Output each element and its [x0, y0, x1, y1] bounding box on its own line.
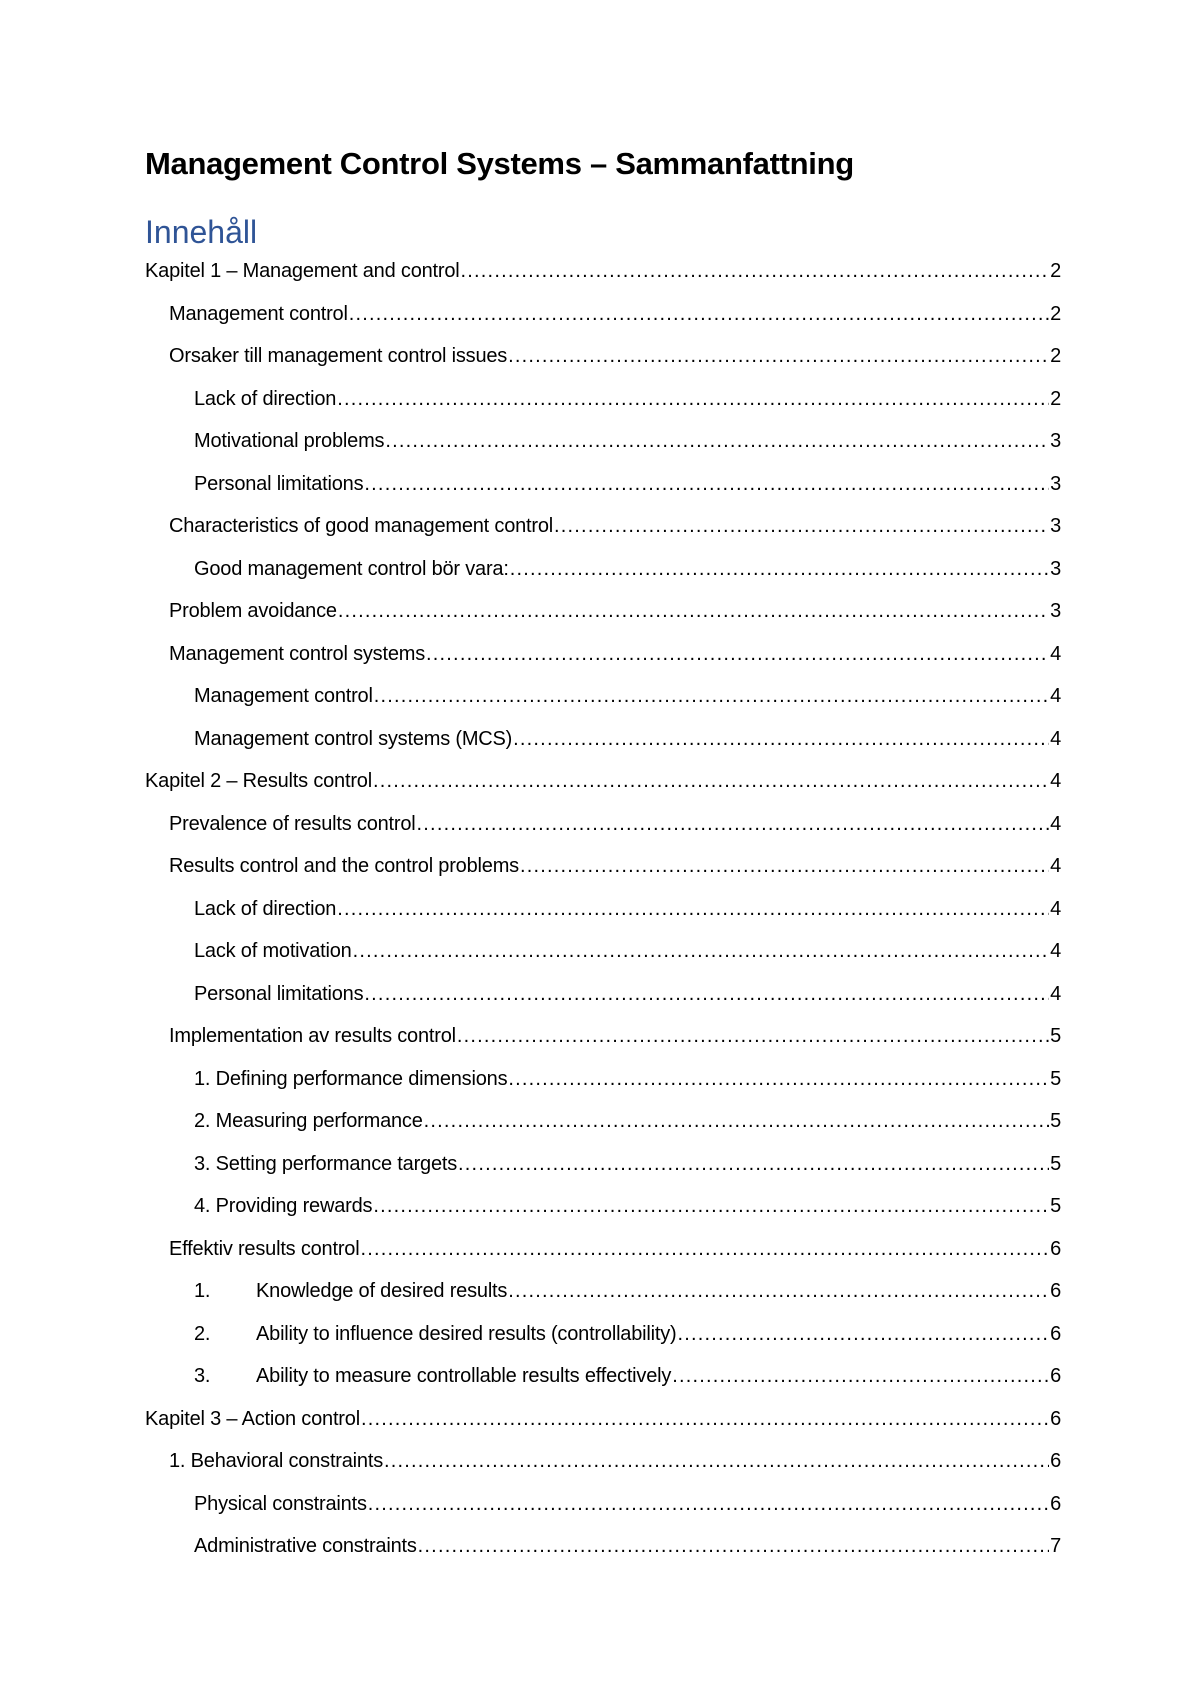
toc-dot-leader — [349, 299, 1049, 329]
toc-dot-leader — [520, 851, 1049, 881]
toc-entry-text: Lack of motivation — [194, 940, 352, 962]
toc-entry[interactable] — [145, 681, 1061, 724]
toc-entry[interactable] — [145, 894, 1061, 937]
toc-entry-text: Characteristics of good management control — [169, 515, 554, 537]
toc-entry[interactable] — [145, 554, 1061, 597]
toc-dot-leader — [424, 1106, 1049, 1136]
toc-page-number: 6 — [1050, 1280, 1061, 1302]
toc-dot-leader — [508, 1064, 1049, 1094]
toc-entry[interactable] — [145, 1489, 1061, 1532]
toc-entry-text: Kapitel 2 – Results control — [145, 770, 372, 792]
toc-entry-text: 2. Measuring performance — [194, 1110, 423, 1132]
toc-entry-text: Management control — [194, 685, 373, 707]
toc-dot-leader — [361, 1404, 1049, 1434]
toc-entry[interactable] — [145, 936, 1061, 979]
toc-entry-text: Management control systems — [169, 642, 426, 665]
toc-entry[interactable] — [145, 1234, 1061, 1277]
toc-dot-leader — [508, 341, 1049, 371]
toc-entry[interactable] — [145, 809, 1061, 852]
toc-entry-text: 1. Defining performance dimensions — [194, 1067, 508, 1090]
toc-entry[interactable] — [145, 1191, 1061, 1234]
toc-dot-leader — [364, 979, 1049, 1009]
toc-entry[interactable] — [145, 341, 1061, 384]
toc-dot-leader — [672, 1361, 1049, 1391]
document-title: Management Control Systems – Sammanfattning — [145, 146, 854, 181]
toc-entry-text: Personal limitations — [194, 472, 364, 495]
toc-dot-leader — [373, 766, 1049, 796]
toc-entry-text: Knowledge of desired results — [256, 1280, 508, 1302]
toc-entry-text: Physical constraints — [194, 1492, 367, 1515]
toc-dot-leader — [373, 1191, 1049, 1221]
toc-dot-leader — [417, 809, 1050, 839]
toc-entry-chapter-1[interactable] — [145, 256, 1061, 299]
toc-page-number: 4 — [1050, 642, 1061, 665]
toc-page-number: 6 — [1050, 1450, 1061, 1472]
toc-page-number: 4 — [1050, 685, 1061, 707]
toc-entry-text: Management control — [169, 302, 348, 325]
toc-entry[interactable] — [145, 639, 1061, 682]
toc-dot-leader — [458, 1149, 1049, 1179]
toc-page-number: 2 — [1050, 345, 1061, 367]
toc-entry-text: Orsaker till management control issues — [169, 345, 508, 367]
table-of-contents — [145, 256, 1061, 1574]
toc-dot-leader — [384, 1446, 1049, 1476]
toc-dot-leader — [457, 1021, 1049, 1051]
toc-dot-leader — [364, 469, 1049, 499]
toc-entry-text: Implementation av results control — [169, 1025, 456, 1047]
toc-entry-text: Kapitel 1 – Management and control — [145, 260, 460, 282]
toc-page-number: 3 — [1050, 472, 1061, 495]
toc-entry-number: 3. — [194, 1365, 211, 1387]
toc-entry-text: Management control systems (MCS) — [194, 727, 513, 750]
toc-entry[interactable] — [145, 1021, 1061, 1064]
toc-page-number: 6 — [1050, 1492, 1061, 1515]
toc-page-number: 5 — [1050, 1152, 1061, 1175]
toc-dot-leader — [338, 596, 1049, 626]
toc-entry[interactable] — [145, 1361, 1061, 1404]
toc-entry[interactable] — [145, 1064, 1061, 1107]
toc-entry[interactable] — [145, 596, 1061, 639]
toc-entry[interactable] — [145, 299, 1061, 342]
toc-dot-leader — [461, 256, 1050, 286]
toc-entry[interactable] — [145, 724, 1061, 767]
toc-entry[interactable] — [145, 1319, 1061, 1362]
toc-page-number: 2 — [1050, 387, 1061, 410]
toc-entry-text: 1. Behavioral constraints — [169, 1450, 384, 1472]
toc-entry-text: Effektiv results control — [169, 1237, 360, 1260]
toc-entry-text: Problem avoidance — [169, 600, 337, 622]
toc-entry[interactable] — [145, 384, 1061, 427]
toc-entry-chapter-2[interactable] — [145, 766, 1061, 809]
toc-entry-number: 1. — [194, 1280, 211, 1302]
toc-dot-leader — [418, 1531, 1049, 1561]
toc-dot-leader — [374, 681, 1049, 711]
toc-dot-leader — [368, 1489, 1049, 1519]
toc-entry[interactable] — [145, 1276, 1061, 1319]
toc-page-number: 4 — [1050, 940, 1061, 962]
toc-entry[interactable] — [145, 1446, 1061, 1489]
toc-dot-leader — [508, 1276, 1049, 1306]
toc-page-number: 2 — [1050, 302, 1061, 325]
toc-page-number: 6 — [1050, 1407, 1061, 1430]
toc-dot-leader — [426, 639, 1049, 669]
toc-entry[interactable] — [145, 469, 1061, 512]
toc-entry[interactable] — [145, 426, 1061, 469]
toc-entry-text: Motivational problems — [194, 430, 385, 452]
toc-entry-text: Kapitel 3 – Action control — [145, 1407, 360, 1430]
toc-dot-leader — [513, 724, 1049, 754]
toc-dot-leader — [385, 426, 1049, 456]
toc-page-number: 7 — [1050, 1535, 1061, 1557]
toc-page-number: 6 — [1050, 1322, 1061, 1345]
toc-entry[interactable] — [145, 1106, 1061, 1149]
toc-page-number: 4 — [1050, 982, 1061, 1005]
toc-page-number: 4 — [1050, 812, 1061, 835]
toc-entry-text: Good management control bör vara: — [194, 557, 509, 580]
toc-entry[interactable] — [145, 979, 1061, 1022]
toc-entry[interactable] — [145, 1149, 1061, 1192]
toc-page-number: 3 — [1050, 557, 1061, 580]
toc-page-number: 4 — [1050, 727, 1061, 750]
toc-page-number: 3 — [1050, 600, 1061, 622]
toc-entry-text: Prevalence of results control — [169, 812, 416, 835]
toc-entry-text: Lack of direction — [194, 387, 337, 410]
toc-entry[interactable] — [145, 1531, 1061, 1574]
toc-entry[interactable] — [145, 511, 1061, 554]
toc-page-number: 2 — [1050, 260, 1061, 282]
toc-entry-text: Lack of direction — [194, 897, 337, 920]
toc-dot-leader — [360, 1234, 1049, 1264]
toc-entry-text: 3. Setting performance targets — [194, 1152, 458, 1175]
toc-dot-leader — [337, 384, 1049, 414]
toc-page-number: 5 — [1050, 1025, 1061, 1047]
toc-dot-leader — [510, 554, 1049, 584]
toc-dot-leader — [554, 511, 1049, 541]
toc-dot-leader — [337, 894, 1049, 924]
toc-page-number: 4 — [1050, 897, 1061, 920]
toc-page-number: 5 — [1050, 1195, 1061, 1217]
toc-entry-chapter-3[interactable] — [145, 1404, 1061, 1447]
toc-page-number: 5 — [1050, 1110, 1061, 1132]
toc-entry-number: 2. — [194, 1322, 211, 1345]
toc-page-number: 3 — [1050, 515, 1061, 537]
toc-dot-leader — [678, 1319, 1050, 1349]
toc-page-number: 4 — [1050, 770, 1061, 792]
toc-heading: Innehåll — [145, 214, 258, 250]
toc-entry-text: Ability to measure controllable results effectively — [256, 1365, 672, 1387]
toc-entry-text: Results control and the control problems — [169, 855, 519, 877]
toc-page-number: 3 — [1050, 430, 1061, 452]
toc-page-number: 6 — [1050, 1365, 1061, 1387]
toc-entry-text: Administrative constraints — [194, 1535, 417, 1557]
toc-entry-text: Personal limitations — [194, 982, 364, 1005]
toc-page-number: 4 — [1050, 855, 1061, 877]
toc-entry-text: 4. Providing rewards — [194, 1195, 373, 1217]
toc-page-number: 5 — [1050, 1067, 1061, 1090]
toc-entry-text: Ability to influence desired results (controllability) — [256, 1322, 677, 1345]
toc-entry[interactable] — [145, 851, 1061, 894]
toc-page-number: 6 — [1050, 1237, 1061, 1260]
toc-dot-leader — [353, 936, 1049, 966]
